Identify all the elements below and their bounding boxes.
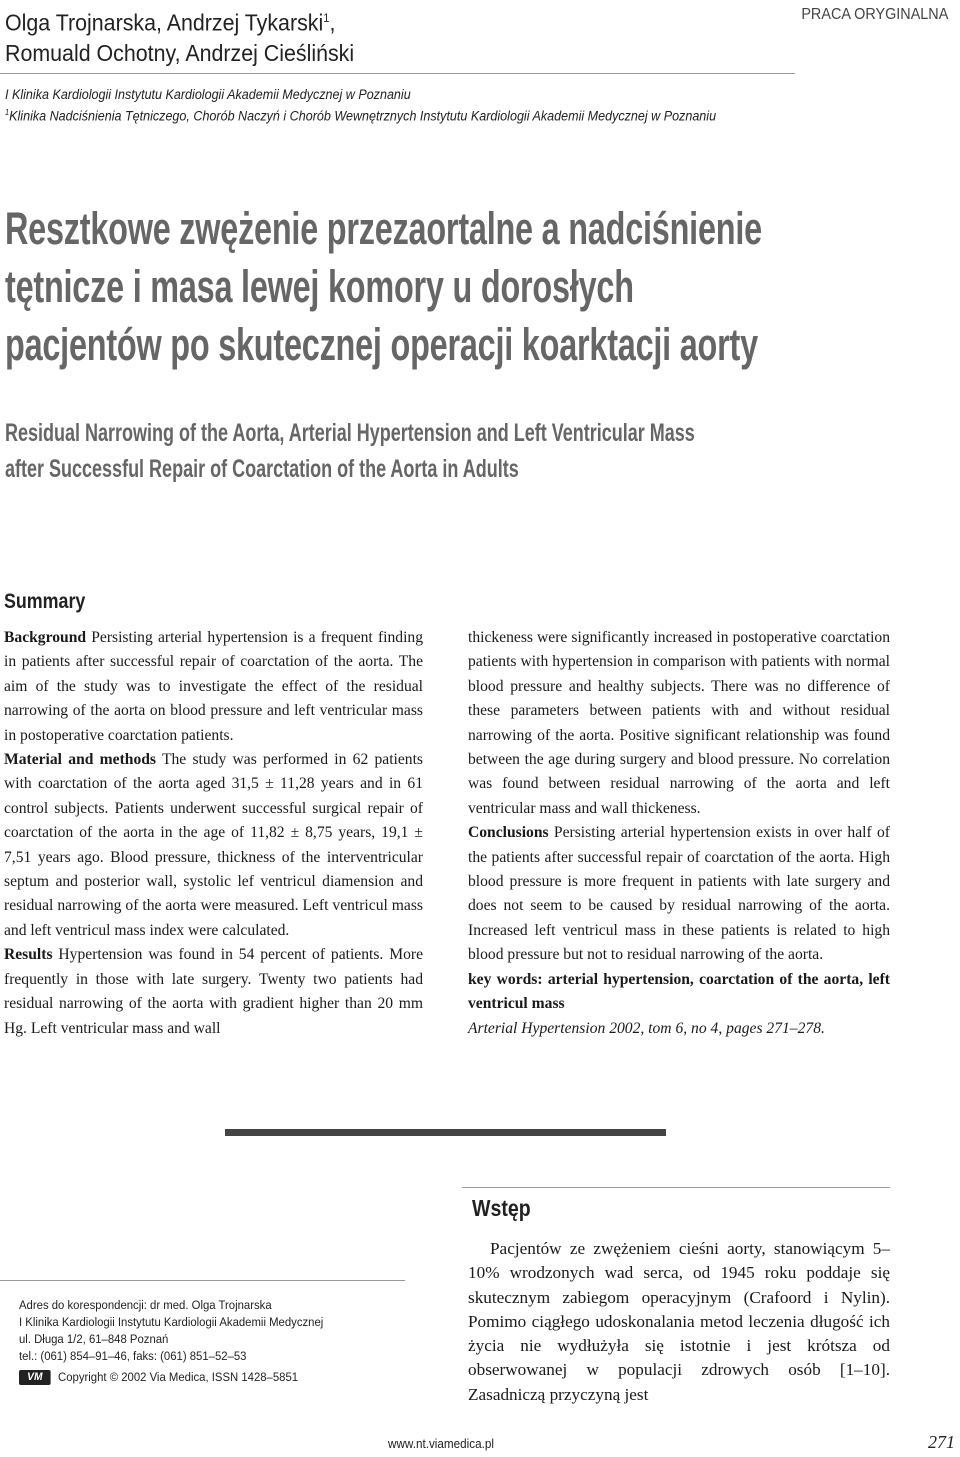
affiliation-marker: 1 [323, 11, 330, 25]
results-continuation: thickeness were significantly increased in postoperative coarctation patients with hypertension in comparison with patients with normal blood pressure and healthy subjects. There was no difference of these parameters between patients with and without residual narrowing of the aorta. Positive significant relationship was found between the age during surgery and blood pressure. No correlation was found between residual narrowing of the aorta and left ventricular mass and wall thickeness. [468, 629, 890, 817]
background-text: Persisting arterial hypertension is a frequent finding in patients after successful repair of coarctation of the aorta. The aim of the study was to investigate the effect of the residual narrowing of the aorta on blood pressure and left ventricular mass in postoperative coarctation patients. [4, 629, 423, 744]
title-polish-line-2: tętnicze i masa lewej komory u dorosłych [5, 261, 634, 312]
keywords-text: key words: arterial hypertension, coarctation of the aorta, left ventricul mass [468, 970, 890, 1013]
introduction-body [468, 1237, 890, 1407]
methods-text: The study was performed in 62 patients with coarctation of the aorta aged 31,5 ± 11,28 years and in 61 control subjects. Patients underwent successful surgical repair of coarctation of the aorta in the age of 11,82 ± 8,75 years, 19,1 ± 7,51 years ago. Blood pressure, thickness of the interventricular septum and posterior wall, systolic lef ventricul diamension and residual narrowing of the aorta were measured. Left ventricul mass and left ventricul mass index were calculated. [4, 751, 423, 939]
correspondence-line-2: I Klinika Kardiologii Instytutu Kardiologii Akademii Medycznej [19, 1315, 324, 1329]
via-medica-logo-icon: VM [19, 1370, 51, 1385]
title-english-line-1: Residual Narrowing of the Aorta, Arterial Hypertension and Left Ventricular Mass [5, 419, 695, 447]
author-list [5, 3, 563, 68]
title-polish-line-1: Resztkowe zwężenie przezaortalne a nadciśnienie [5, 203, 762, 254]
copyright-line [19, 1369, 391, 1386]
summary-column-left [4, 626, 423, 1041]
correspondence-line-4: tel.: (061) 854–91–46, faks: (061) 851–52–53 [19, 1349, 247, 1363]
authors-line-1-tail: , [329, 9, 336, 36]
keywords [468, 968, 890, 1017]
affiliations [5, 86, 749, 126]
results-text: Hypertension was found in 54 percent of patients. More frequently in those with late surgery. Twenty two patients had residual narrowing of the aorta with gradient higher than 20 mm Hg. Left ventricular mass and wall [4, 946, 423, 1037]
results-paragraph [4, 943, 423, 1041]
citation: Arterial Hypertension 2002, tom 6, no 4, pages 271–278. [468, 1019, 825, 1037]
title-english-line-2: after Successful Repair of Coarctation of the Aorta in Adults [5, 455, 519, 483]
title-english [5, 415, 725, 487]
title-polish-line-3: pacjentów po skutecznej operacji koarktacji aorty [5, 319, 758, 370]
authors-line-1: Olga Trojnarska, Andrzej Tykarski [5, 9, 324, 36]
affiliation-2: Klinika Nadciśnienia Tętniczego, Chorób Naczyń i Chorób Wewnętrznych Instytutu Kardiologii Akademii Medycznej w Poznaniu [9, 108, 717, 124]
introduction-heading: Wstęp [472, 1195, 531, 1221]
copyright-text: Copyright © 2002 Via Medica, ISSN 1428–5851 [58, 1370, 299, 1384]
authors-line-2: Romuald Ochotny, Andrzej Cieśliński [5, 39, 355, 66]
section-divider-thin [462, 1187, 890, 1188]
correspondence-line-1: Adres do korespondencji: dr med. Olga Trojnarska [19, 1298, 272, 1312]
affiliation-2-marker: 1 [5, 108, 10, 117]
correspondence-line-3: ul. Długa 1/2, 61–848 Poznań [19, 1332, 169, 1346]
methods-paragraph [4, 748, 423, 943]
footer-url[interactable]: www.nt.viamedica.pl [388, 1436, 495, 1451]
background-paragraph [4, 626, 423, 748]
summary-column-right [468, 626, 890, 1041]
conclusions-text: Persisting arterial hypertension exists in over half of the patients after successful repair of coarctation of the aorta. High blood pressure is more frequent in patients with late surgery and does not seem to be caused by residual narrowing of the aorta. Increased left ventricul mass in these patients is related to high blood pressure but not to residual narrowing of the aorta. [468, 824, 890, 964]
page-number: 271 [928, 1432, 955, 1452]
section-label: PRACA ORYGINALNA [801, 6, 948, 23]
summary-heading: Summary [4, 590, 86, 613]
header-divider [0, 73, 795, 74]
conclusions-paragraph [468, 821, 890, 967]
title-polish [5, 200, 762, 374]
conclusions-label: Conclusions [468, 824, 549, 842]
results-label: Results [4, 946, 53, 964]
introduction-paragraph: Pacjentów ze zwężeniem cieśni aorty, stanowiącym 5–10% wrodzonych wad serca, od 1945 roku poddaje się skutecznym zabiegom operacyjnym (Crafoord i Nylin). Pomimo ciągłego udoskonalania metod leczenia długość ich życia nie wydłużyła się istotnie i jest krótsza od obserwowanej w populacji zdrowych osób [1–10]. Zasadniczą przyczyną jest [468, 1239, 890, 1404]
background-label: Background [4, 629, 87, 646]
correspondence-info [19, 1297, 391, 1386]
affiliation-1: I Klinika Kardiologii Instytutu Kardiologii Akademii Medycznej w Poznaniu [5, 87, 411, 102]
section-divider-thick [225, 1129, 666, 1136]
methods-label: Material and methods [4, 751, 156, 769]
